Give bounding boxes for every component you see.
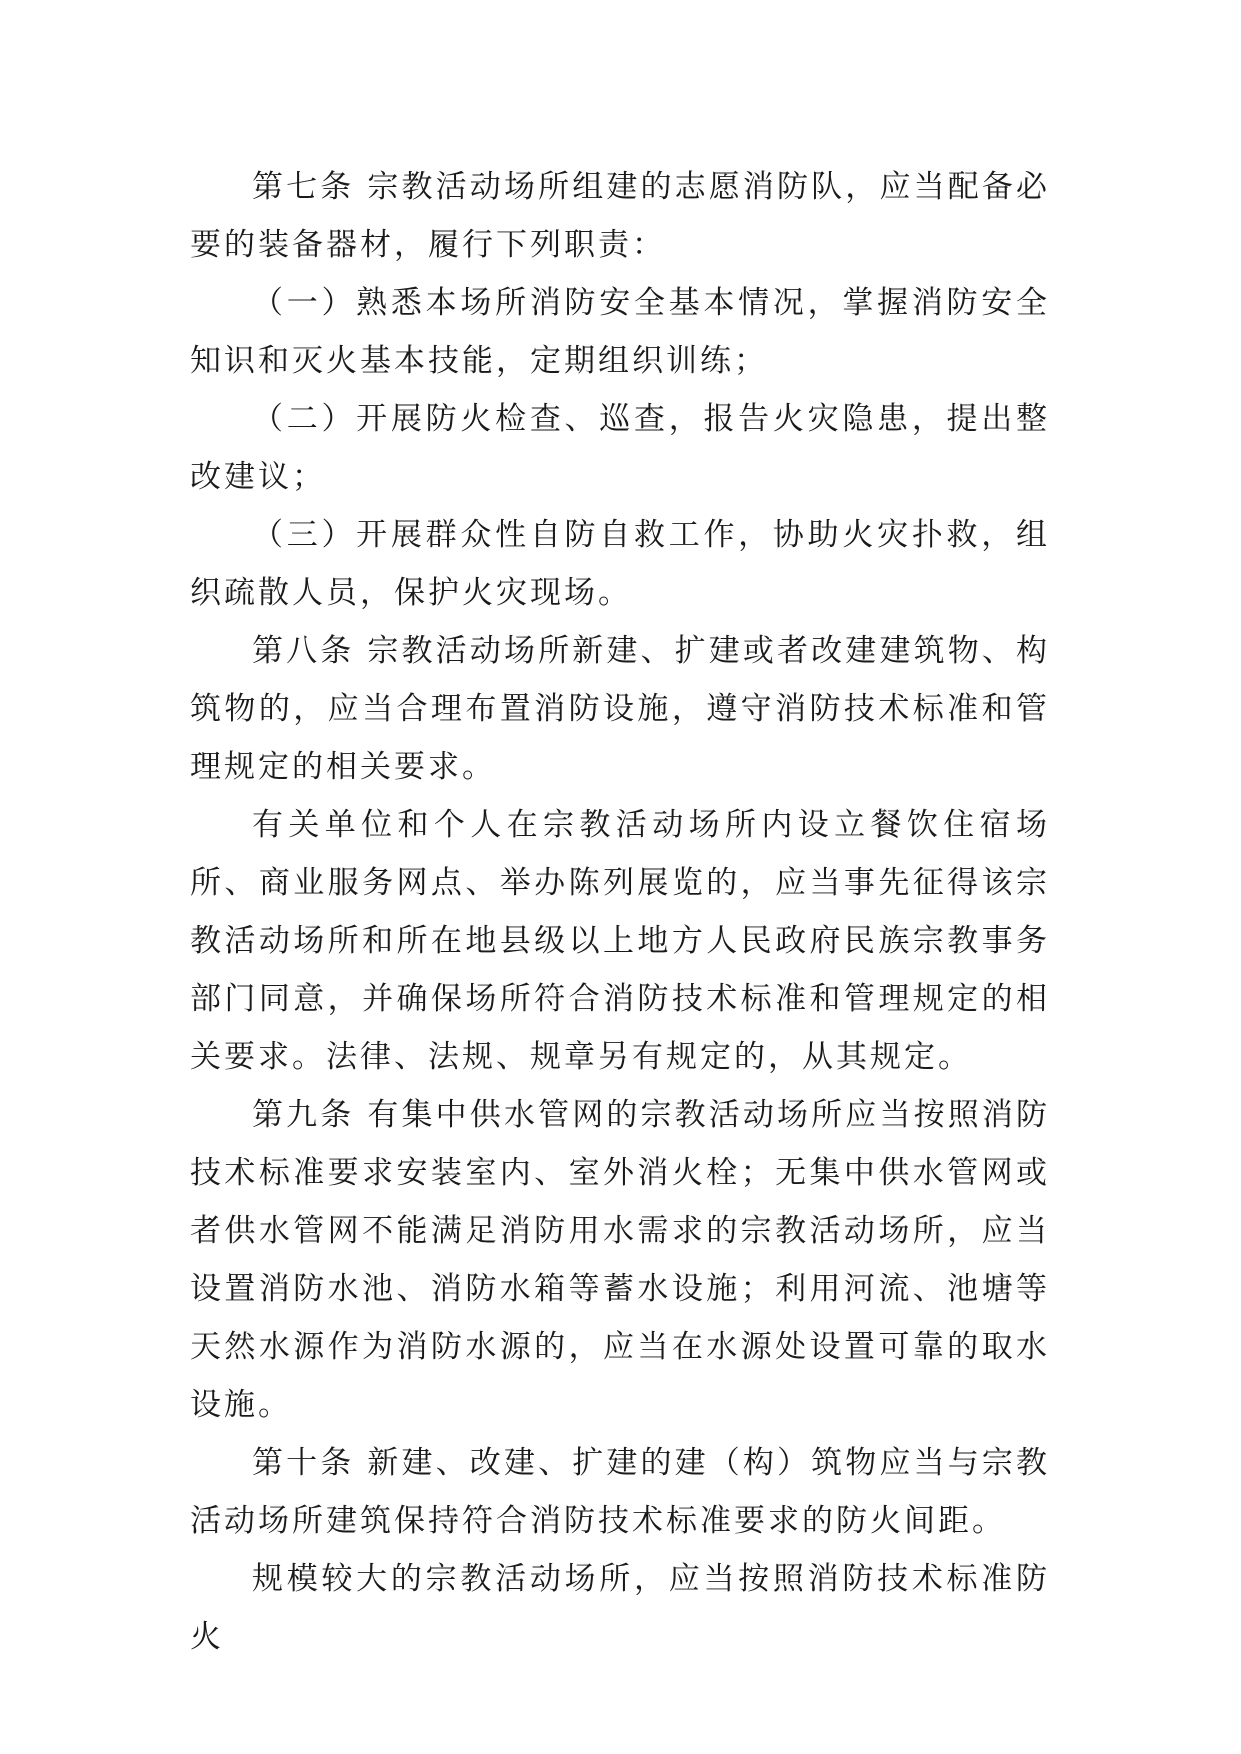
article-7-item-1: （一）熟悉本场所消防安全基本情况，掌握消防安全知识和灭火基本技能，定期组织训练； — [190, 285, 1050, 379]
article-9-paragraph: 第九条 有集中供水管网的宗教活动场所应当按照消防技术标准要求安装室内、室外消火栓；无集中供水管网或者供水管网不能满足消防用水需求的宗教活动场所，应当设置消防水池、消防水箱等蓄水设施；利用河流、池塘等天然水源作为消防水源的，应当在水源处设置可靠的取水设施。 — [190, 1097, 1050, 1423]
article-7-paragraph: 第七条 宗教活动场所组建的志愿消防队，应当配备必要的装备器材，履行下列职责： — [190, 169, 1050, 263]
article-8-paragraph-2: 有关单位和个人在宗教活动场所内设立餐饮住宿场所、商业服务网点、举办陈列展览的，应当事先征得该宗教活动场所和所在地县级以上地方人民政府民族宗教事务部门同意，并确保场所符合消防技术标准和管理规定的相关要求。法律、法规、规章另有规定的，从其规定。 — [190, 807, 1050, 1075]
article-8-paragraph: 第八条 宗教活动场所新建、扩建或者改建建筑物、构筑物的，应当合理布置消防设施，遵守消防技术标准和管理规定的相关要求。 — [190, 633, 1050, 785]
article-7-item-3: （三）开展群众性自防自救工作，协助火灾扑救，组织疏散人员，保护火灾现场。 — [190, 517, 1050, 611]
article-10-paragraph: 第十条 新建、改建、扩建的建（构）筑物应当与宗教活动场所建筑保持符合消防技术标准要求的防火间距。 — [190, 1445, 1050, 1539]
document-body — [190, 158, 1050, 1666]
article-10-paragraph-2: 规模较大的宗教活动场所，应当按照消防技术标准防火 — [190, 1561, 1050, 1655]
article-7-item-2: （二）开展防火检查、巡查，报告火灾隐患，提出整改建议； — [190, 401, 1050, 495]
